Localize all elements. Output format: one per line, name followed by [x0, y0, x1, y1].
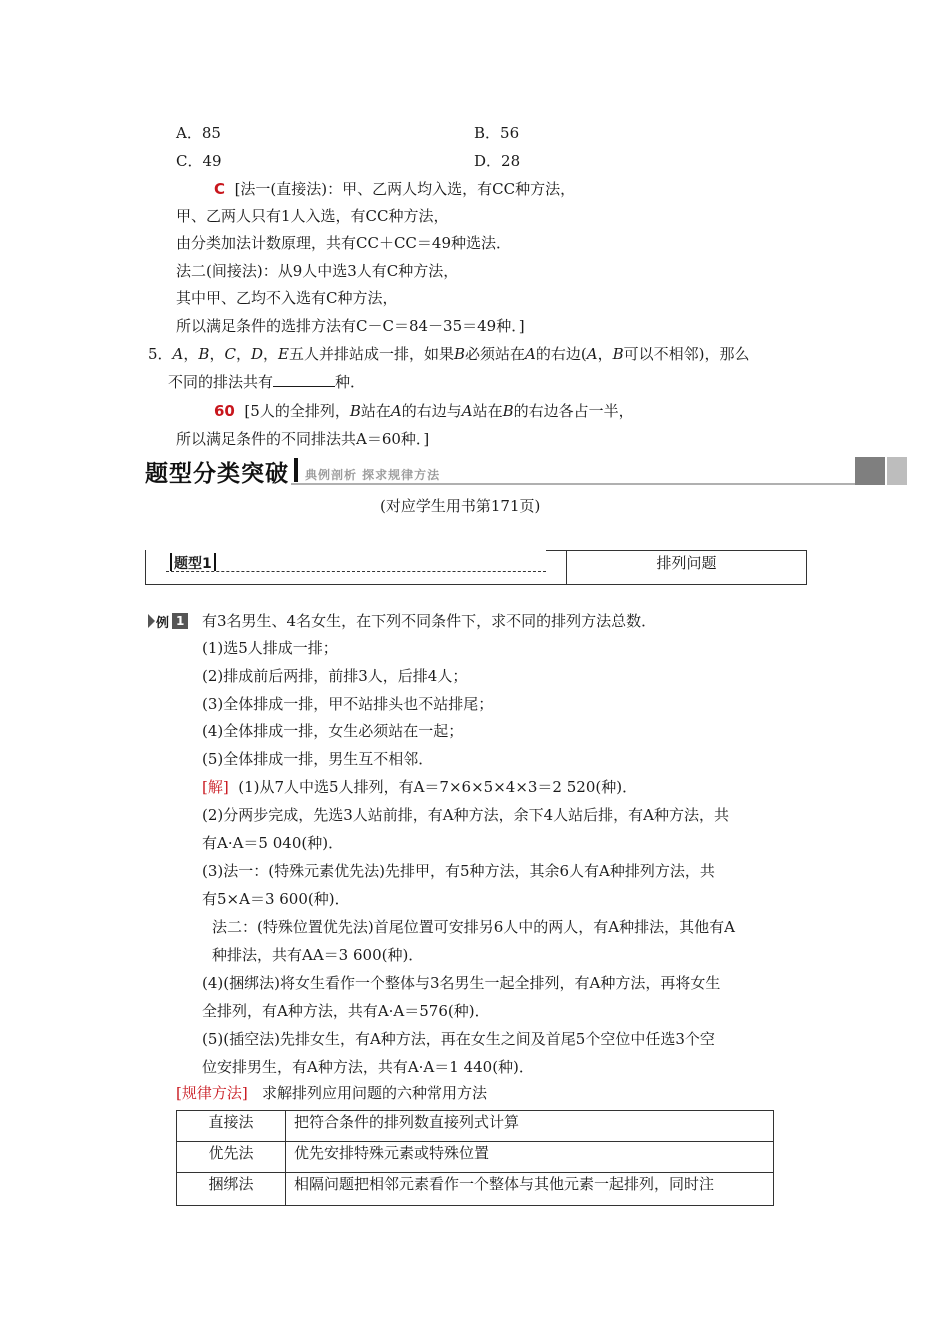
method-name: 直接法: [177, 1111, 286, 1142]
title-divider-bar: [294, 458, 298, 482]
type-header-box: [145, 550, 807, 585]
type-label: 题型1: [168, 553, 218, 573]
book-reference: (对应学生用书第171页): [380, 497, 541, 515]
banner-rule: [291, 483, 855, 485]
table-row: [177, 1142, 774, 1173]
table-row: [177, 1173, 774, 1206]
method-name: 优先法: [177, 1142, 286, 1173]
q4-answer-line-6: 所以满足条件的选排方法有C－C＝84－35＝49种．]: [176, 317, 525, 335]
type-topic: 排列问题: [656, 554, 717, 572]
method-desc: 把符合条件的排列数直接列式计算: [286, 1111, 774, 1142]
q5-line-2: 不同的排法共有 种．: [168, 373, 366, 391]
choice-b: B．56: [474, 124, 520, 142]
solution-line-4: (3)法一：(特殊元素优先法)先排甲，有5种方法，其余6人有A种排列方法，共: [202, 862, 715, 880]
solution-line-5: 有5×A＝3 600(种)．: [202, 890, 350, 908]
triangle-icon: [148, 614, 155, 628]
choice-d: D．28: [474, 152, 521, 170]
q4-answer-line-2: 甲、乙两人只有1人入选，有CC种方法，: [176, 207, 449, 225]
choice-c: C．49: [176, 152, 222, 170]
example-badge: 例 1: [148, 612, 188, 630]
section-subtitle: 典例剖析 探求规律方法: [305, 468, 441, 482]
example-part-4: (4)全体排成一排，女生必须站在一起；: [202, 722, 464, 740]
choice-a: A．85: [176, 124, 221, 142]
method-desc: 相隔问题把相邻元素看作一个整体与其他元素一起排列，同时注: [286, 1173, 774, 1206]
solution-line-1: [解] (1)从7人中选5人排列，有A＝7×6×5×4×3＝2 520(种)．: [202, 778, 638, 796]
solution-line-7: 种排法，共有AA＝3 600(种)．: [212, 946, 424, 964]
solution-line-9: 全排列，有A种方法，共有A·A＝576(种)．: [202, 1002, 490, 1020]
q4-answer-text-1: [法一(直接法)：甲、乙两人均入选，有CC种方法，: [234, 180, 576, 198]
solution-tag: [解]: [202, 778, 229, 796]
q4-answer-line-1: [214, 179, 575, 199]
solution-line-11: 位安排男生，有A种方法，共有A·A＝1 440(种)．: [202, 1058, 534, 1076]
q5-answer-value: 60: [214, 402, 235, 420]
example-question: 有3名男生、4名女生，在下列不同条件下，求不同的排列方法总数．: [202, 612, 657, 630]
dashed-underline: [166, 571, 546, 572]
solution-line-2: (2)分两步完成，先选3人站前排，有A种方法，余下4人站后排，有A种方法，共: [202, 806, 730, 824]
q5-line-1: 5．A，B，C，D，E五人并排站成一排，如果B必须站在A的右边(A，B可以不相邻)，那么: [148, 345, 750, 363]
solution-line-3: 有A·A＝5 040(种)．: [202, 834, 344, 852]
example-part-1: (1)选5人排成一排；: [202, 639, 338, 657]
method-name: 捆绑法: [177, 1173, 286, 1206]
methods-table: [176, 1110, 774, 1206]
example-part-5: (5)全体排成一排，男生互不相邻．: [202, 750, 434, 768]
q4-answer-letter: C: [214, 180, 226, 198]
banner-block-dark: [855, 457, 885, 485]
solution-line-8: (4)(捆绑法)将女生看作一个整体与3名男生一起全排列，有A种方法，再将女生: [202, 974, 721, 992]
q4-answer-line-4: 法二(间接法)：从9人中选3人有C种方法，: [176, 262, 459, 280]
example-part-3: (3)全体排成一排，甲不站排头也不站排尾；: [202, 695, 494, 713]
method-desc: 优先安排特殊元素或特殊位置: [286, 1142, 774, 1173]
example-part-2: (2)排成前后两排，前排3人，后排4人；: [202, 667, 468, 685]
q4-answer-line-3: 由分类加法计数原理，共有CC＋CC＝49种选法．: [176, 234, 511, 252]
rule-heading: [规律方法] 求解排列应用问题的六种常用方法: [176, 1084, 488, 1102]
section-title: 题型分类突破: [145, 461, 289, 487]
table-row: [177, 1111, 774, 1142]
type-label-cell: [146, 551, 567, 584]
q5-answer-line-1: 60 [5人的全排列，B站在A的右边与A站在B的右边各占一半，: [214, 402, 634, 420]
q4-answer-line-5: 其中甲、乙均不入选有C种方法，: [176, 289, 398, 307]
solution-line-6: 法二：(特殊位置优先法)首尾位置可安排另6人中的两人，有A种排法，其他有A: [212, 918, 735, 936]
q5-answer-line-2: 所以满足条件的不同排法共A＝60种．]: [176, 430, 430, 448]
answer-blank: [273, 372, 335, 387]
solution-line-10: (5)(插空法)先排女生，有A种方法，再在女生之间及首尾5个空位中任选3个空: [202, 1030, 715, 1048]
section-banner: [143, 453, 907, 487]
rule-tag: [规律方法]: [176, 1084, 248, 1102]
banner-block-light: [887, 457, 907, 485]
